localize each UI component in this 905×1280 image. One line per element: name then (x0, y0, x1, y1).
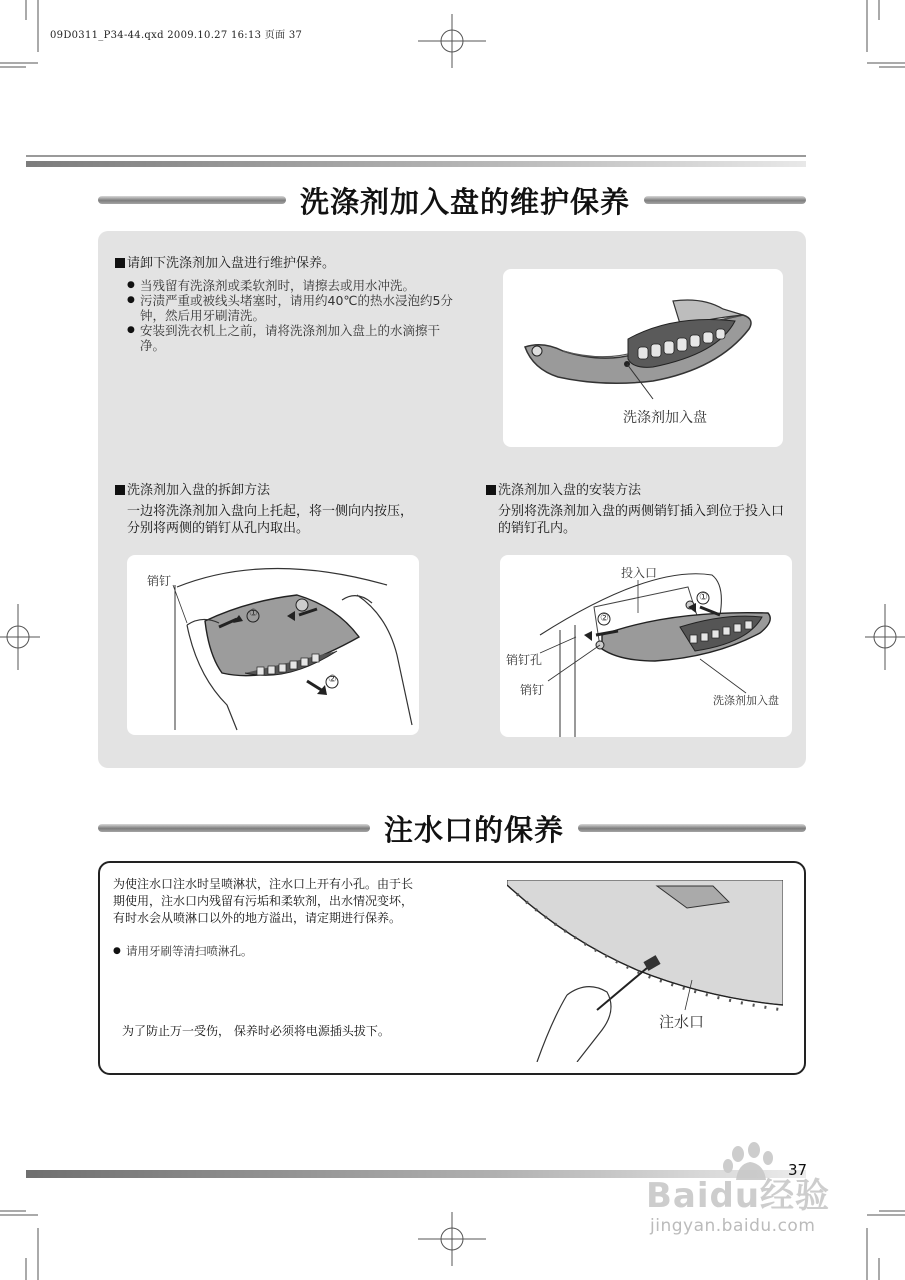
bullet-item: ● 当残留有洗涤剂或柔软剂时，请擦去或用水冲洗。 (127, 278, 462, 293)
water-inlet-label: 注水口 (659, 1013, 705, 1031)
safety-warning: 为了防止万一受伤， 保养时必须将电源插头拔下。 (122, 1024, 390, 1038)
square-bullet-icon (486, 485, 496, 495)
tray-label: 洗涤剂加入盘 (623, 410, 707, 426)
water-inlet-bullets (113, 944, 413, 959)
step2-marker: ② (328, 674, 337, 685)
remove-heading: 洗涤剂加入盘的拆卸方法 (115, 482, 270, 499)
title-bar-right (578, 824, 806, 832)
bullet-item: ● 污渍严重或被线头堵塞时，请用约40℃的热水浸泡约5分钟，然后用牙刷清洗。 (127, 293, 462, 323)
maintenance-heading: 请卸下洗涤剂加入盘进行维护保养。 (115, 255, 335, 272)
tray-image-box (503, 269, 783, 447)
install-image-box (500, 555, 792, 737)
water-inlet-text: 为使注水口注水时呈喷淋状，注水口上开有小孔。由于长期使用，注水口内残留有污垢和柔软剂，出水情况变坏，有时水会从喷淋口以外的地方溢出，请定期进行保养。 (113, 877, 414, 925)
section2-title: 注水口的保养 (383, 812, 564, 847)
step2-marker: ② (600, 613, 609, 624)
maintenance-bullets (127, 278, 462, 353)
pin-label: 销钉 (147, 574, 172, 588)
pin-hole-label: 销钉孔 (506, 653, 543, 667)
watermark-url: jingyan.baidu.com (650, 1216, 816, 1236)
page-number: 37 (788, 1161, 808, 1179)
install-heading: 洗涤剂加入盘的安装方法 (486, 482, 641, 499)
section1-title: 洗涤剂加入盘的维护保养 (299, 184, 630, 219)
top-rule (26, 155, 806, 169)
install-illustration (500, 555, 792, 737)
inlet-label: 投入口 (621, 566, 658, 580)
install-instructions: 分别将洗涤剂加入盘的两侧销钉插入到位于投入口的销钉孔内。 (498, 504, 785, 536)
section2-title-bar (98, 808, 806, 848)
water-inlet-illustration (507, 880, 783, 1062)
step1-marker: ① (699, 592, 708, 603)
square-bullet-icon (115, 485, 125, 495)
tray-label: 洗涤剂加入盘 (713, 694, 779, 707)
pin-label: 销钉 (520, 683, 545, 697)
step1-marker: ① (249, 608, 258, 619)
remove-instructions: 一边将洗涤剂加入盘向上托起，将一侧向内按压，分别将两侧的销钉从孔内取出。 (127, 504, 414, 536)
remove-image-box (127, 555, 419, 735)
watermark-brand: Baidu经验 (646, 1176, 831, 1216)
title-bar-right (644, 196, 806, 204)
section1-title-bar (98, 180, 806, 220)
title-bar-left (98, 824, 370, 832)
water-inlet-image-box (507, 880, 783, 1062)
print-header: 09D0311_P34-44.qxd 2009.10.27 16:13 页面 37 (50, 30, 303, 41)
bullet-item: ● 请用牙刷等清扫喷淋孔。 (113, 944, 413, 959)
title-bar-left (98, 196, 286, 204)
bullet-item: ● 安装到洗衣机上之前，请将洗涤剂加入盘上的水滴擦干净。 (127, 323, 462, 353)
baidu-watermark (640, 1138, 855, 1248)
square-bullet-icon (115, 258, 125, 268)
